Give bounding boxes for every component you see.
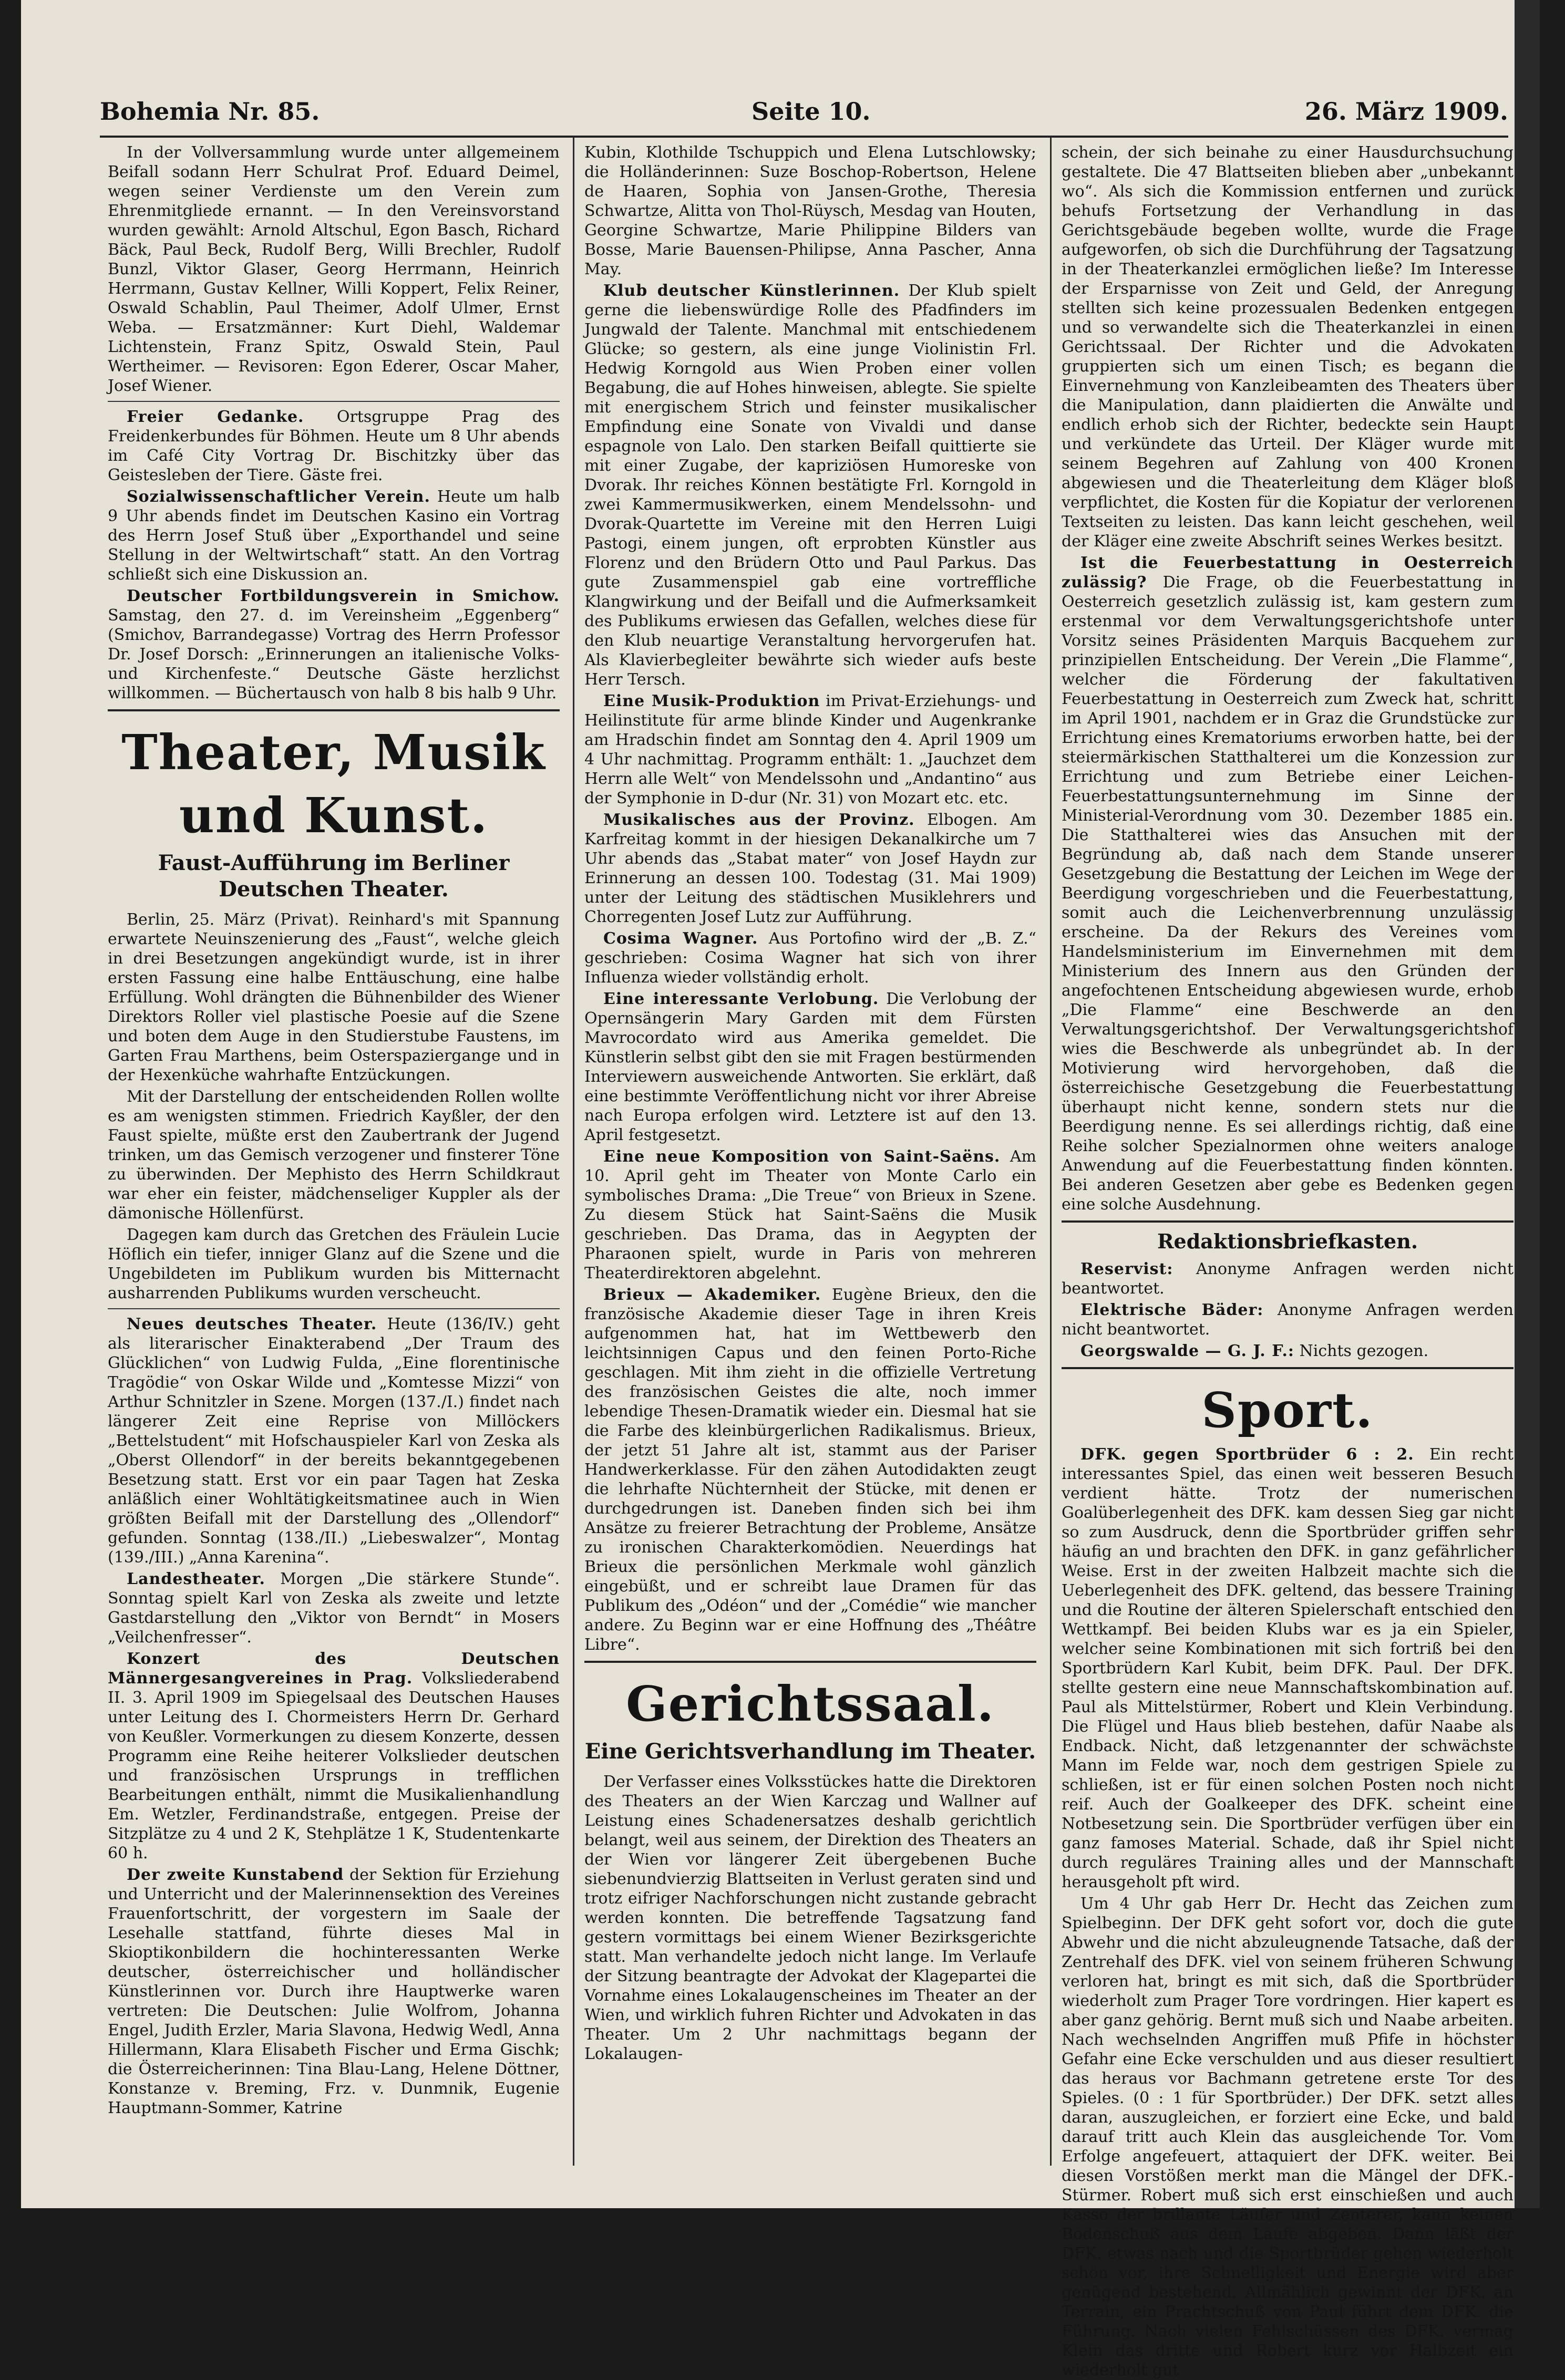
- paragraph: DFK. gegen Sportbrüder 6 : 2. Ein recht interessantes Spiel, das einen weit besseren Besuch verdient hätte. Trotz der numerischen Goalüberlegenheit des DFK. kam dessen Sieg gar nicht so zum Ausdruck, denn die Sportbrüder griffen sehr häufig an und brachten den DFK. in ganz gefährlicher Weise. Erst in der zweiten Halbzeit machte sich die Ueberlegenheit des DFK. geltend, das bessere Training und die Routine der älteren Spielerschaft entschied den Wettkampf. Bei beiden Klubs war es ja ein Spieler, welcher seine Kombinationen mit sich fortriß bei den Sportbrüdern Karl Kubit, beim DFK. Paul. Der DFK. stellte gestern eine neue Mannschaftskombination auf. Paul als Mittelstürmer, Robert und Klein Verbindung. Die Flügel und Haus blieb bestehen, dafür Naabe als Endback. Nicht, daß letzgenannter der schwächste Mann im Felde war, noch dem gestrigen Spiele zu schließen, ist er für einen solchen Posten noch nicht reif. Auch der Goalkeeper des DFK. scheint eine Notbesetzung sein. Die Sportbrüder verfügen über ein ganz famoses Material. Schade, daß ihr Spiel nicht durch reguläres Training alles und der Mannschaft herausgeholt pft wird.: [1062, 1445, 1513, 1891]
- paragraph: Der Verfasser eines Volksstückes hatte die Direktoren des Theaters an der Wien Karczag und Wallner auf Leistung eines Schadenersatzes deshalb gerichtlich belangt, weil aus seinem, der Direktion des Theaters an der Wien vor längerer Zeit übergebenen Buche siebenundvierzig Blattseiten in Verlust geraten sind und trotz eifriger Nachforschungen nicht zustande gebracht werden konnten. Die betreffende Tagsatzung fand gestern vormittags bei einem Wiener Bezirksgerichte statt. Man verhandelte jedoch nicht lange. Im Verlaufe der Sitzung beantragte der Advokat der Klagepartei die Vornahme eines Lokalaugenscheines im Theater an der Wien, und wirklich fuhren Richter und Advokaten in das Theater. Um 2 Uhr nachmittags begann der Lokalaugen-: [584, 1773, 1036, 2063]
- paragraph: Brieux — Akademiker. Eugène Brieux, den die französische Akademie dieser Tage in ihren Kreis aufgenommen hat, hat im Wettbewerb den leichtsinnigen Capus und den feinen Porto-Riche geschlagen. Mit ihm zieht in die offizielle Vertretung des französischen Geistes die alte, noch immer lebendige Thesen-Dramatik wieder ein. Diesmal hat sie die Farbe des kleinbürgerlichen Radikalismus. Brieux, der jetzt 51 Jahre alt ist, stammt aus der Pariser Handwerkerklasse. Für den zähen Autodidakten zeugt die lehrhafte Nüchternheit der Stücke, mit denen er durchgedrungen ist. Daneben finden sich bei ihm Ansätze zu freierer Betrachtung der Probleme, Ansätze zu ironischen Charakterkomödien. Neuerdings hat Brieux die persönlichen Merkmale wohl gänzlich eingebüßt, und er schreibt laue Dramen für das Publikum des „Odéon“ und der „Comédie“ wie mancher andere. Zu Beginn war er eine Hoffnung des „Théâtre Libre“.: [584, 1286, 1036, 1654]
- column-2: [584, 143, 1036, 2171]
- article-title-faust: Faust-Aufführung im Berliner Deutschen Theater.: [158, 851, 510, 902]
- paragraph: Sozialwissenschaftlicher Verein. Heute um halb 9 Uhr abends findet im Deutschen Kasino ein Vortrag des Herrn Josef Stuß über „Exporthandel und seine Stellung in der Weltwirtschaft“ statt. An den Vortrag schließt sich eine Diskussion an.: [108, 488, 560, 584]
- page-header: [100, 97, 1508, 134]
- paragraph: Konzert des Deutschen Männergesangvereines in Prag. Volksliederabend II. 3. April 1909 im Spiegelsaal des Deutschen Hauses unter Leitung des I. Chormeisters Herrn Dr. Gerhard von Keußler. Vormerkungen zu diesem Konzerte, dessen Programm eine Reihe heiterer Volkslieder deutschen und französischen Ursprungs in trefflichen Bearbeitungen enthält, nimmt die Musikalienhandlung Em. Wetzler, Ferdinandstraße, entgegen. Preise der Sitzplätze zu 4 und 2 K, Stehplätze 1 K, Studentenkarte 60 h.: [108, 1650, 560, 1862]
- divider: [584, 1661, 1036, 1663]
- paragraph: In der Vollversammlung wurde unter allgemeinem Beifall sodann Herr Schulrat Prof. Eduard Deimel, wegen seiner Verdienste um den Verein zum Ehrenmitgliede ernannt. — In den Vereinsvorstand wurden gewählt: Arnold Altschul, Egon Basch, Richard Bäck, Paul Beck, Rudolf Berg, Willi Brechler, Rudolf Bunzl, Viktor Glaser, Georg Herrmann, Heinrich Herrmann, Gustav Kellner, Willi Koppert, Felix Reiner, Oswald Schablin, Paul Theimer, Adolf Ulmer, Ernst Weba. — Ersatzmänner: Kurt Diehl, Waldemar Lichtenstein, Franz Spitz, Oswald Stein, Paul Wertheimer. — Revisoren: Egon Ederer, Oscar Maher, Josef Wiener.: [108, 143, 560, 395]
- divider: [1062, 1220, 1513, 1223]
- newspaper-page: [21, 0, 1540, 2379]
- paragraph: Neues deutsches Theater. Heute (136/IV.) geht als literarischer Einakterabend „Der Traum des Glücklichen“ von Ludwig Fulda, „Eine florentinische Tragödie“ von Oskar Wilde und „Komtesse Mizzi“ von Arthur Schnitzler in Szene. Morgen (137./I.) findet nach längerer Zeit eine Reprise von Millöckers „Bettelstudent“ mit Hofschauspieler Karl von Zeska als „Oberst Ollendorf“ in der bereits bekanntgegebenen Besetzung statt. Erst vor ein paar Tagen hat Zeska anläßlich einer Wohltätigkeitsmatinee auch in Wien größten Beifall mit der Darstellung des „Ollendorf“ gefunden. Sonntag (138./II.) „Liebeswalzer“, Montag (139./III.) „Anna Karenina“.: [108, 1315, 560, 1567]
- paragraph: Mit der Darstellung der entscheidenden Rollen wollte es am wenigsten stimmen. Friedrich Kayßler, der den Faust spielte, müßte erst den Zaubertrank der Jugend trinken, um das Gemisch verzogener und finsterer Töne zu überwinden. Der Mephisto des Herrn Schildkraut war eher ein feister, mädchenseliger Kuppler als der dämonische Höllenfürst.: [108, 1088, 560, 1223]
- section-title-theater: Theater, Musik und Kunst.: [121, 724, 546, 844]
- column-1: [108, 143, 560, 2171]
- paragraph: Georgswalde — G. J. F.: Nichts gezogen.: [1080, 1342, 1429, 1360]
- section-title-court: Gerichtssaal.: [626, 1675, 995, 1732]
- paragraph: Deutscher Fortbildungsverein in Smichow. Samstag, den 27. d. im Vereinsheim „Eggenberg“ (Smichov, Barrandegasse) Vortrag des Herrn Professor Dr. Josef Dorsch: „Erinnerungen an italienische Volks- und Kirchenfeste.“ Deutsche Gäste herzlichst willkommen. — Büchertausch von halb 8 bis halb 9 Uhr.: [108, 587, 560, 702]
- paragraph: Eine Musik-Produktion im Privat-Erziehungs- und Heilinstitute für arme blinde Kinder und Augenkranke am Hradschin findet am Sonntag den 4. April 1909 um 4 Uhr nachmittag. Programm enthält: 1. „Jauchzet dem Herrn alle Welt“ von Mendelssohn und „Andantino“ aus der Symphonie in D-dur (Nr. 31) von Mozart etc. etc.: [584, 692, 1036, 808]
- scan-edge: [1515, 0, 1540, 2208]
- paragraph: Der zweite Kunstabend der Sektion für Erziehung und Unterricht und der Malerinnensektion des Vereines Frauenfortschritt, der vorgestern im Saale der Lesehalle stattfand, führte dieses Mal in Skioptikonbildern die hochinteressanten Werke deutscher, österreichischer und holländischer Künstlerinnen vor. Durch ihre Hauptwerke waren vertreten: Die Deutschen: Julie Wolfrom, Johanna Engel, Judith Erzler, Maria Slavona, Hedwig Wedl, Anna Hillermann, Klara Elisabeth Fischer und Erma Gischk; die Österreicherinnen: Tina Blau-Lang, Helene Döttner, Konstanze v. Breming, Frz. v. Dunmnik, Eugenie Hauptmann-Sommer, Katrine: [108, 1866, 560, 2117]
- column-divider-1: [573, 138, 574, 2166]
- header-rule: [100, 136, 1508, 138]
- header-date: 26. März 1909.: [1304, 97, 1508, 126]
- paragraph: schein, der sich beinahe zu einer Hausdurchsuchung gestaltete. Die 47 Blattseiten blieben aber „unbekannt wo“. Als sich die Kommission entfernen und zurück behufs Fortsetzung der Verhandlung in das Gerichtsgebäude begeben wollte, wurde die Frage aufgeworfen, ob sich die Durchführung der Tagsatzung in der Theaterkanzlei ermöglichen ließe? Im Interesse der Ersparnisse von Zeit und Geld, der Anregung stellten sich keine prozessualen Bedenken entgegen und so verwandelte sich die Theaterkanzlei in einen Gerichtssaal. Der Richter und die Advokaten gruppierten sich um einen Tisch; es begann die Einvernehmung von Kanzleibeamten des Theaters über die Manipulation, dann plaidierten die Anwälte und endlich erhob sich der Richter, bedeckte sein Haupt und verkündete das Urteil. Der Kläger wurde mit seinem Begehren auf Zahlung von 400 Kronen abgewiesen und die Theaterleitung dem Kläger bloß verpflichtet, die Kosten für die Kopiatur der verlorenen Textseiten zu leisten. Das kann leicht geschehen, weil der Kläger eine zweite Abschrift seines Werkes besitzt.: [1062, 143, 1513, 551]
- paragraph: Eine neue Komposition von Saint-Saëns. Am 10. April geht im Theater von Monte Carlo ein symbolisches Drama: „Die Treue“ von Brieux in Szene. Zu diesem Stück hat Saint-Saëns die Musik geschrieben. Das Drama, das in Aegypten der Pharaonen spielt, wurde in Paris von mehreren Theaterdirektoren abgelehnt.: [584, 1147, 1036, 1282]
- article-title-court: Eine Gerichtsverhandlung im Theater.: [584, 1739, 1036, 1764]
- paragraph: Reservist: Anonyme Anfragen werden nicht beantwortet.: [1062, 1260, 1513, 1298]
- paragraph: Um 4 Uhr gab Herr Dr. Hecht das Zeichen zum Spielbeginn. Der DFK geht sofort vor, doch die gute Abwehr und die nicht abzuleugnende Tatsache, daß der Zentrehalf des DFK. viel von seinem früheren Schwung verloren hat, bringt es mit sich, daß die Sportbrüder wiederholt zum Prager Tore vordringen. Hier kapert es aber ganz gehörig. Bernt muß sich und Naabe arbeiten. Nach wechselnden Angriffen muß Pfife in höchster Gefahr eine Ecke verschulden und aus dieser resultiert das heraus vor Bachmann getretene erste Tor des Spieles. (0 : 1 für Sportbrüder.) Der DFK. setzt alles daran, auszugleichen, er forziert eine Ecke, und bald darauf tritt auch Klein das ausgleichende Tor. Vom Erfolge angefeuert, attaquiert der DFK. weiter. Bei diesen Vorstößen merkt man die Mängel der DFK.-Stürmer. Robert muß sich erst einschießen und auch Kasso der brillante Läufer und Zenterer, kann keinen Bodenschuß aus dem Laufe abgeben. Dann läßt der DFK. etwas nach und die Sportbrüder gehen wiederholt schön vor, ihre Schnelligkeit und Energie wird aber genügend bestehend. Allmählich gewinnt der DFK. an Terrain, ein Prachtschuß von Paul führt dem DFK. die Führung. Nach vielen Fehlschüssen des DFK. vermag Klein das dritte und Robert kurz vor Halbzeit ein wiederholt gut: [1062, 1895, 1513, 2379]
- divider: [108, 1308, 560, 1309]
- paragraph: Kubin, Klothilde Tschuppich und Elena Lutschlowsky; die Holländerinnen: Suze Boschop-Robertson, Helene de Haaren, Sophia von Jansen-Grothe, Theresia Schwartze, Alitta von Thol-Rüysch, Mesdag van Houten, Georgine Schwartze, Marie Philippine Bilders van Bosse, Marie Bauensen-Philipse, Anna Pascher, Anna May.: [584, 143, 1036, 278]
- column-divider-2: [1050, 138, 1052, 2166]
- paragraph: Eine interessante Verlobung. Die Verlobung der Opernsängerin Mary Garden mit dem Fürsten Mavrocordato wird aus Amerika gemeldet. Die Künstlerin selbst gibt den sie mit Fragen bestürmenden Interviewern ausweichende Antworten. Sie erklärt, daß eine bestimmte Veröffentlichung nicht vor ihrer Abreise nach Europa erfolgen wird. Letztere ist auf den 13. April festgesetzt.: [584, 990, 1036, 1144]
- paragraph: Landestheater. Morgen „Die stärkere Stunde“. Sonntag spielt Karl von Zeska als zweite und letzte Gastdarstellung den „Viktor von Berndt“ in Mosers „Veilchenfresser“.: [108, 1570, 560, 1647]
- paragraph: Cosima Wagner. Aus Portofino wird der „B. Z.“ geschrieben: Cosima Wagner hat sich von ihrer Influenza wieder vollständig erholt.: [584, 929, 1036, 987]
- column-3: [1062, 143, 1514, 2379]
- paragraph: Ist die Feuerbestattung in Oesterreich zulässig? Die Frage, ob die Feuerbestattung in Oesterreich gesetzlich zulässig ist, kam gestern zum erstenmal vor dem Verwaltungsgerichtshofe unter Vorsitz seines Präsidenten Marquis Bacquehem zur prinzipiellen Entscheidung. Der Verein „Die Flamme“, welcher die Förderung der fakultativen Feuerbestattung in Oesterreich zum Zweck hat, schritt im April 1901, nachdem er in Graz die Grundstücke zur Errichtung eines Krematoriums erworben hatte, bei der steiermärkischen Statthalterei um die Konzession zur Errichtung und zum Betriebe einer Leichen-Feuerbestattungsunternehmung im Sinne der Ministerial-Verordnung vom 30. Dezember 1885 ein. Die Statthalterei wies das Ansuchen mit der Begründung ab, daß nach dem Stande unserer Gesetzgebung die Bestattung der Leichen im Wege der Beerdigung vorgeschrieben und die Feuerbestattung, somit auch die Leichenverbrennung unzulässig erscheine. Da der Rekurs des Vereines vom Handelsministerium im Einvernehmen mit dem Ministerium des Innern aus den Gründen der angefochtenen Entscheidung abgewiesen wurde, erhob „Die Flamme“ eine Beschwerde an den Verwaltungsgerichtshof. Der Verwaltungsgerichtshof wies die Beschwerde als unbegründet ab. In der Motivierung wird hervorgehoben, daß die österreichische Gesetzgebung die Feuerbestattung überhaupt nicht kenne, sondern stets nur die Beerdigung nenne. Es sei allerdings richtig, daß eine Reihe solcher Spezialnormen ohne weiters analoge Anwendung auf die Feuerbestattung finden könnten. Bei anderen Gesetzen aber gebe es Bedenken gegen eine solche Ausdehnung.: [1062, 554, 1513, 1214]
- paragraph: Elektrische Bäder: Anonyme Anfragen werden nicht beantwortet.: [1062, 1301, 1514, 1339]
- header-paper-issue: Bohemia Nr. 85.: [100, 97, 320, 126]
- divider: [1062, 1367, 1513, 1369]
- paragraph: Musikalisches aus der Provinz. Elbogen. Am Karfreitag kommt in der hiesigen Dekanalkirche um 7 Uhr abends das „Stabat mater“ von Josef Haydn zur Erinnerung an dessen 100. Todestag (31. Mai 1909) unter der Leitung des städtischen Musiklehrers und Chorregenten Josef Lutz zur Aufführung.: [584, 811, 1037, 926]
- paragraph: Berlin, 25. März (Privat). Reinhard's mit Spannung erwartete Neuinszenierung des „Faust“, welche gleich in drei Besetzungen angekündigt wurde, ist in ihrer ersten Fassung eine halbe Enttäuschung, eine halbe Erfüllung. Wohl drängten die Bühnenbilder des Wiener Direktors Roller viel plastische Poesie auf die Szene und boten dem Auge in den Studierstube Faustens, im Garten Frau Marthens, beim Osterspaziergange und in der Hexenküche wahrhafte Entzückungen.: [108, 910, 560, 1084]
- section-title-briefkasten: Redaktionsbriefkasten.: [1157, 1229, 1418, 1253]
- divider: [108, 401, 560, 402]
- paragraph: Dagegen kam durch das Gretchen des Fräulein Lucie Höflich ein tiefer, inniger Glanz auf die Szene und die Ungebildeten im Publikum wurden bis Mitternacht ausharrenden Publikums wurden verscheucht.: [108, 1226, 560, 1302]
- paragraph: Klub deutscher Künstlerinnen. Der Klub spielt gerne die liebenswürdige Rolle des Pfadfinders im Jungwald der Talente. Manchmal mit entschiedenem Glücke; so gestern, als eine junge Violinistin Frl. Hedwig Korngold aus Wien Proben einer vollen Begabung, die auf Hohes hinweisen, ablegte. Sie spielte mit energischem Strich und feinster musikalischer Empfindung eine Sonate von Vivaldi und danse espagnole von Lalo. Den starken Beifall quittierte sie mit einer Zugabe, der kapriziösen Humoreske von Dvorak. Ihr reiches Können bestätigte Frl. Korngold in zwei Kammermusikwerken, einem Mendelssohn- und Dvorak-Quartette im Vereine mit den Herren Luigi Pastogi, einem jungen, oft erprobten Künstler aus Florenz und den Brüdern Otto und Paul Parkus. Das gute Zusammenspiel gab eine vortreffliche Klangwirkung und der Beifall und die Aufmerksamkeit des Publikums erwiesen das Gefallen, welches diese für den Klub neuartige Veranstaltung hervorgerufen hat. Als Klavierbegleiter bewährte sich wieder aufs beste Herr Tersch.: [584, 282, 1036, 689]
- section-title-sport: Sport.: [1201, 1382, 1374, 1439]
- header-page-number: Seite 10.: [751, 97, 871, 126]
- divider: [108, 709, 560, 711]
- paragraph: Freier Gedanke. Ortsgruppe Prag des Freidenkerbundes für Böhmen. Heute um 8 Uhr abends im Café City Vortrag Dr. Bischitzky über das Geistesleben der Tiere. Gäste frei.: [108, 408, 560, 484]
